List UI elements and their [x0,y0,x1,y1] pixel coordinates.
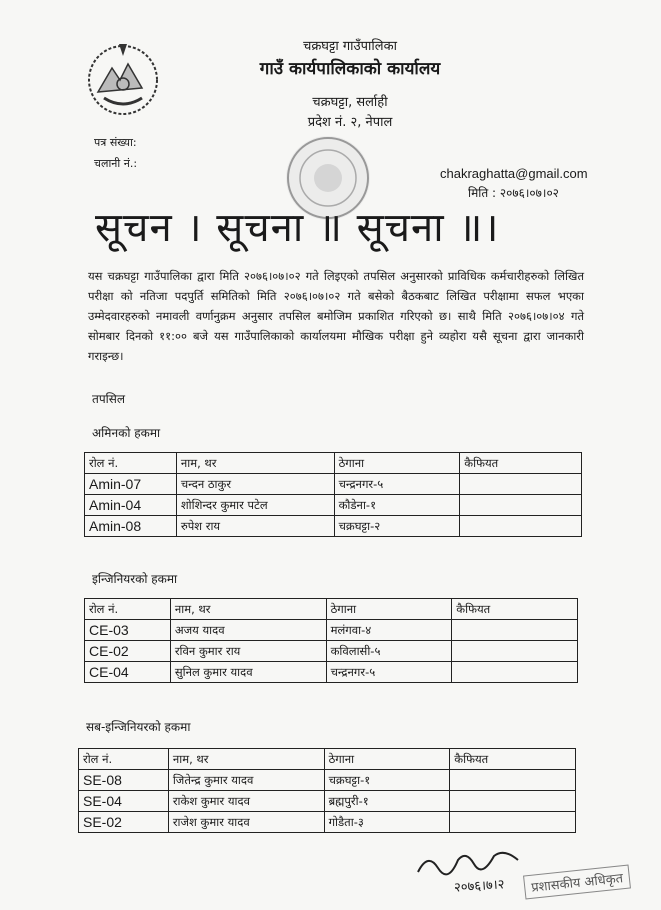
office-address: चक्रघट्टा, सर्लाही [312,95,388,110]
candidate-name: सुनिल कुमार यादव [170,662,326,683]
candidate-address: चन्द्रनगर-५ [326,662,452,683]
roll-number: SE-08 [79,770,169,791]
table-row [85,641,578,662]
municipality-name: चक्रघट्टा गाउँपालिका [303,39,397,54]
table-row [79,791,576,812]
candidate-name: रुपेश राय [176,516,334,537]
roll-number: Amin-08 [85,516,177,537]
province: प्रदेश नं. २, नेपाल [307,115,393,130]
email-address: chakraghatta@gmail.com [440,166,588,181]
roll-number: CE-02 [85,641,171,662]
column-header: नाम, थर [176,453,334,474]
candidate-name: अजय यादव [170,620,326,641]
table-row [79,812,576,833]
roll-number: CE-04 [85,662,171,683]
column-header: रोल नं. [79,749,169,770]
remarks [460,516,582,537]
remarks [450,770,576,791]
section-heading-engineer: इन्जिनियरको हकमा [92,572,178,586]
office-name: गाउँ कार्यपालिकाको कार्यालय [259,59,441,79]
section-heading-sub-engineer: सब-इन्जिनियरको हकमा [86,720,191,734]
table-header-row [79,749,576,770]
tapasil-heading: तपसिल [92,392,126,406]
candidate-address: कौडेना-१ [334,495,460,516]
remarks [460,495,582,516]
candidate-address: चन्द्रनगर-५ [334,474,460,495]
letter-number-label: पत्र संख्या: [94,136,137,149]
roll-number: Amin-04 [85,495,177,516]
table-header-row [85,599,578,620]
column-header: ठेगाना [334,453,460,474]
table-row [79,770,576,791]
column-header: नाम, थर [168,749,324,770]
notice-title: सूचन । सूचना ॥ सूचना ॥। [95,205,500,251]
column-header: नाम, थर [170,599,326,620]
candidate-name: राजेश कुमार यादव [168,812,324,833]
column-header: ठेगाना [324,749,450,770]
candidate-name: रविन कुमार राय [170,641,326,662]
sub-engineer-table [78,748,576,833]
engineer-table [84,598,578,683]
roll-number: SE-04 [79,791,169,812]
remarks [450,812,576,833]
notice-date: मिति : २०७६।०७।०२ [468,186,559,200]
table-row [85,474,582,495]
table-row [85,620,578,641]
remarks [460,474,582,495]
candidate-name: जितेन्द्र कुमार यादव [168,770,324,791]
government-emblem-icon [84,40,162,118]
candidate-address: चक्रघट्टा-२ [334,516,460,537]
remarks [452,641,578,662]
dispatch-number-label: चलानी नं.: [94,157,138,170]
column-header: रोल नं. [85,599,171,620]
signature-block [414,842,644,904]
officer-stamp: प्रशासकीय अधिकृत [523,865,631,900]
candidate-name: शोशिन्दर कुमार पटेल [176,495,334,516]
table-header-row [85,453,582,474]
roll-number: SE-02 [79,812,169,833]
candidate-address: ब्रह्मपुरी-१ [324,791,450,812]
candidate-address: मलंगवा-४ [326,620,452,641]
candidate-address: कविलासी-५ [326,641,452,662]
candidate-name: राकेश कुमार यादव [168,791,324,812]
remarks [452,662,578,683]
candidate-address: गोडैता-३ [324,812,450,833]
column-header: रोल नं. [85,453,177,474]
table-row [85,495,582,516]
notice-body: यस चक्रघट्टा गाउँपालिका द्वारा मिति २०७६।०७।०२ गते लिइएको तपसिल अनुसारको प्राविधिक कर्मचारीहरुको लिखित परीक्षा को नतिजा पदपुर्ति समितिको मिति २०७६।०७।०२ गते बसेको बैठकबाट लिखित परीक्षामा सफल भएका उम्मेदवारहरुको नमावली वर्णानुक्रम अनुसार तपसिल बमोजिम प्रकाशित गरिएको छ। साथै मिति २०७६।०७।०४ गते सोमबार दिनको ११:०० बजे यस गाउँपालिकाको कार्यालयमा मौखिक परीक्षा हुने व्यहोरा यसै सूचना द्वारा जानकारी गराइन्छ। [88,269,584,363]
remarks [452,620,578,641]
amin-table [84,452,582,537]
candidate-name: चन्दन ठाकुर [176,474,334,495]
roll-number: CE-03 [85,620,171,641]
section-heading-amin: अमिनको हकमा [92,426,161,440]
signature-date: २०७६।७।२ [453,877,505,896]
column-header: ठेगाना [326,599,452,620]
roll-number: Amin-07 [85,474,177,495]
table-row [85,662,578,683]
candidate-address: चक्रघट्टा-१ [324,770,450,791]
column-header: कैफियत [452,599,578,620]
table-row [85,516,582,537]
remarks [450,791,576,812]
column-header: कैफियत [450,749,576,770]
column-header: कैफियत [460,453,582,474]
